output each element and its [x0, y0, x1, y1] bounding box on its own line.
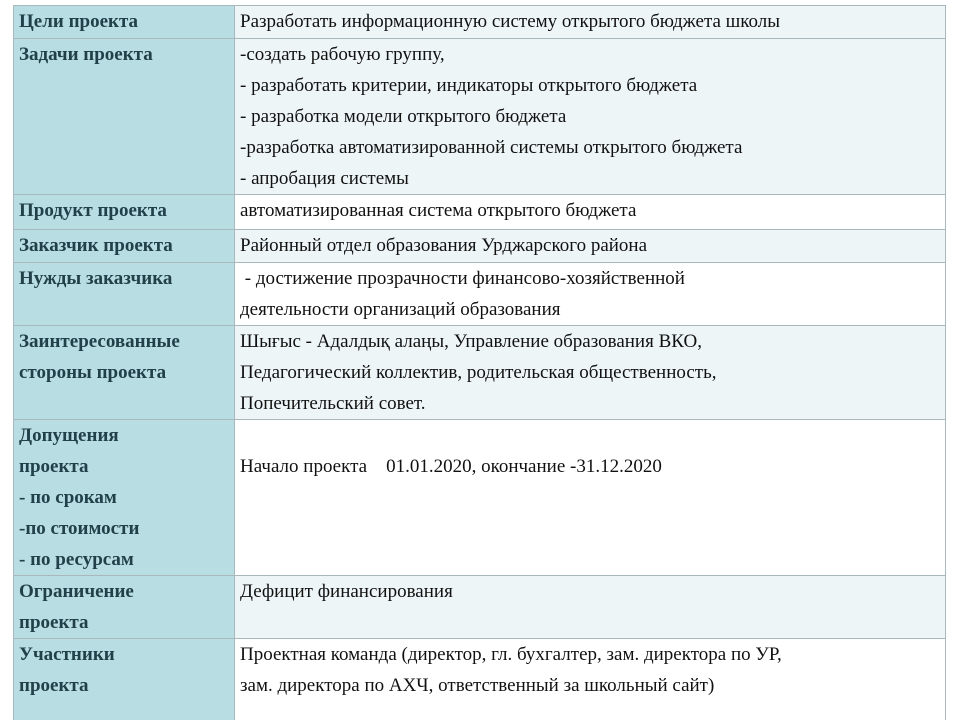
value-line: Педагогический коллектив, родительская общественность,	[240, 362, 717, 383]
table-row-assumptions	[14, 420, 946, 576]
row-value	[235, 6, 946, 39]
label-line: Участники	[19, 644, 115, 665]
label-line: Нужды заказчика	[19, 268, 173, 289]
row-label	[14, 230, 235, 263]
value-line: - достижение прозрачности финансово-хозяйственной	[240, 268, 685, 289]
value-line: деятельности организаций образования	[240, 299, 561, 320]
label-line: Допущения	[19, 425, 119, 446]
value-line: Шығыс - Адалдық алаңы, Управление образования ВКО,	[240, 331, 702, 352]
value-line: -создать рабочую группу,	[240, 44, 445, 65]
row-value	[235, 420, 946, 576]
row-label	[14, 195, 235, 230]
row-value	[235, 576, 946, 639]
row-label	[14, 576, 235, 639]
value-line	[240, 420, 941, 451]
label-line: Продукт проекта	[19, 200, 167, 221]
label-line: Заинтересованные	[19, 331, 180, 352]
value-line: -разработка автоматизированной системы открытого бюджета	[240, 137, 743, 158]
row-label	[14, 420, 235, 576]
table-row-stakeholders	[14, 326, 946, 420]
table-row-constraints	[14, 576, 946, 639]
row-value	[235, 326, 946, 420]
table-row-customer	[14, 230, 946, 263]
value-line: - разработка модели открытого бюджета	[240, 106, 567, 127]
row-label	[14, 6, 235, 39]
label-line: стороны проекта	[19, 362, 167, 383]
row-value	[235, 639, 946, 720]
table-row-participants	[14, 639, 946, 720]
row-value	[235, 195, 946, 230]
label-line: проекта	[19, 675, 89, 696]
value-line: Попечительский совет.	[240, 393, 426, 414]
label-line: Ограничение	[19, 581, 134, 602]
row-value	[235, 263, 946, 326]
label-line: Задачи проекта	[19, 44, 153, 65]
row-label	[14, 39, 235, 195]
row-label	[14, 263, 235, 326]
label-line: - по ресурсам	[19, 549, 134, 570]
value-line: автоматизированная система открытого бюджета	[240, 200, 637, 221]
label-line: - по срокам	[19, 487, 117, 508]
value-line: - апробация системы	[240, 168, 409, 189]
value-line: зам. директора по АХЧ, ответственный за школьный сайт)	[240, 675, 715, 696]
value-line: Дефицит финансирования	[240, 581, 453, 602]
value-line: Районный отдел образования Урджарского района	[240, 235, 648, 256]
table-row-customer-needs	[14, 263, 946, 326]
label-line: Заказчик проекта	[19, 235, 173, 256]
label-line: проекта	[19, 456, 89, 477]
value-line: Начало проекта 01.01.2020, окончание -31.12.2020	[240, 456, 662, 477]
label-line: Цели проекта	[19, 11, 139, 32]
value-line: - разработать критерии, индикаторы открытого бюджета	[240, 75, 698, 96]
project-passport-table	[13, 5, 946, 720]
row-value	[235, 230, 946, 263]
label-line: -по стоимости	[19, 518, 140, 539]
table-row-product	[14, 195, 946, 230]
row-label	[14, 639, 235, 720]
label-line: проекта	[19, 612, 89, 633]
value-line: Разработать информационную систему открытого бюджета школы	[240, 11, 781, 32]
row-label	[14, 326, 235, 420]
table-row-tasks	[14, 39, 946, 195]
row-value	[235, 39, 946, 195]
table-row-goals	[14, 6, 946, 39]
value-line: Проектная команда (директор, гл. бухгалтер, зам. директора по УР,	[240, 644, 782, 665]
